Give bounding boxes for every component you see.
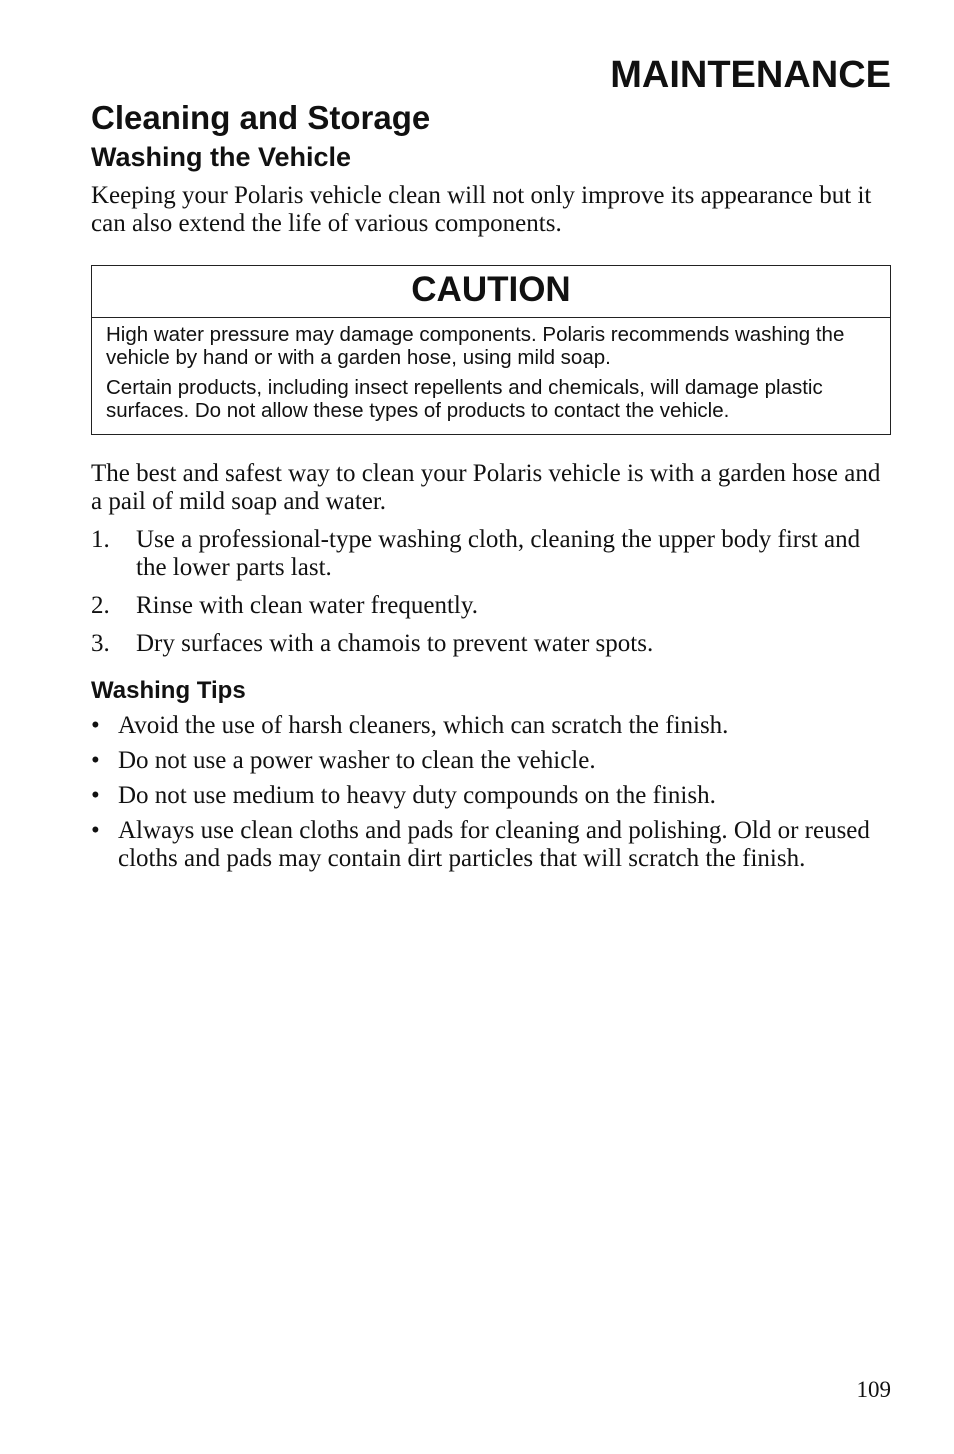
- tip-item: [91, 782, 891, 810]
- page-title: Cleaning and Storage: [91, 99, 431, 136]
- step-item: [91, 526, 891, 582]
- caution-body: [92, 318, 890, 422]
- step-text: Dry surfaces with a chamois to prevent water spots.: [136, 630, 654, 657]
- caution-box: [91, 265, 891, 435]
- tip-item: [91, 747, 891, 775]
- step-number: 1.: [91, 526, 110, 553]
- tip-item: [91, 817, 891, 873]
- tip-text: Do not use a power washer to clean the vehicle.: [118, 747, 596, 774]
- washing-intro-paragraph: Keeping your Polaris vehicle clean will not only improve its appearance but it can also extend the life of various components.: [91, 182, 872, 237]
- bullet-icon: •: [91, 712, 100, 739]
- page-number: 109: [856, 1377, 891, 1402]
- caution-paragraph: High water pressure may damage components. Polaris recommends washing the vehicle by hand or with a garden hose, using mild soap.: [106, 323, 845, 369]
- step-text: Rinse with clean water frequently.: [136, 592, 479, 619]
- caution-title: CAUTION: [92, 266, 890, 318]
- washing-tips-list: [91, 712, 891, 880]
- washing-vehicle-heading: Washing the Vehicle: [91, 142, 352, 172]
- step-number: 3.: [91, 630, 110, 657]
- best-way-paragraph: The best and safest way to clean your Polaris vehicle is with a garden hose and a pail of mild soap and water.: [91, 460, 881, 515]
- washing-steps-list: [91, 526, 891, 668]
- bullet-icon: •: [91, 817, 100, 844]
- step-item: [91, 630, 891, 658]
- section-header: MAINTENANCE: [610, 54, 891, 96]
- caution-paragraph: Certain products, including insect repellents and chemicals, will damage plastic surfaces. Do not allow these types of products to contact the vehicle.: [106, 376, 823, 422]
- tip-text: Do not use medium to heavy duty compounds on the finish.: [118, 782, 716, 809]
- tip-text: Avoid the use of harsh cleaners, which can scratch the finish.: [118, 712, 729, 739]
- tip-item: [91, 712, 891, 740]
- bullet-icon: •: [91, 782, 100, 809]
- washing-tips-heading: Washing Tips: [91, 677, 246, 704]
- bullet-icon: •: [91, 747, 100, 774]
- tip-text: Always use clean cloths and pads for cleaning and polishing. Old or reused cloths and pads may contain dirt particles that will scratch the finish.: [118, 817, 870, 872]
- manual-page: [91, 0, 891, 1454]
- step-text: Use a professional-type washing cloth, cleaning the upper body first and the lower parts last.: [136, 526, 861, 581]
- step-item: [91, 592, 891, 620]
- step-number: 2.: [91, 592, 110, 619]
